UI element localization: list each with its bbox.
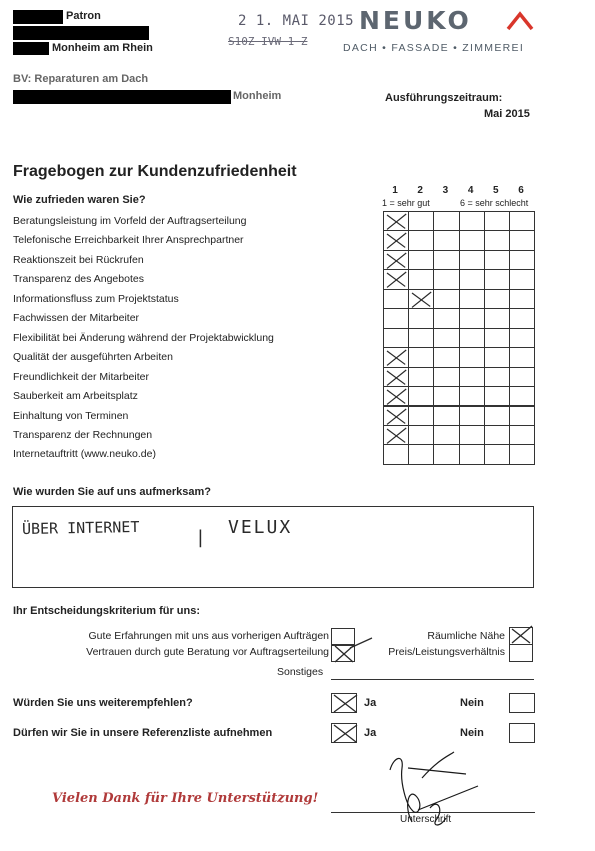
attention-answer-velux: VELUX [228, 517, 293, 538]
rating-cell[interactable] [459, 269, 485, 289]
rating-cell[interactable] [408, 347, 434, 367]
rating-cell[interactable] [408, 425, 434, 445]
criteria-price-label: Preis/Leistungsverhältnis [388, 646, 505, 658]
rating-check-mark [384, 368, 409, 387]
rating-cell[interactable] [433, 269, 459, 289]
rating-cell[interactable] [383, 250, 409, 270]
question-label: Sauberkeit am Arbeitsplatz [13, 390, 138, 403]
rating-check-mark [384, 387, 409, 406]
struck-date-stamp: S10Z IVW 1 Z [228, 35, 308, 48]
rating-cell[interactable] [484, 289, 510, 309]
attention-answer-internet: ÜBER INTERNET [21, 517, 140, 539]
rating-cell[interactable] [484, 250, 510, 270]
question-label: Transparenz des Angebotes [13, 273, 144, 286]
rating-cell[interactable] [459, 367, 485, 387]
criteria-experience-label: Gute Erfahrungen mit uns aus vorherigen Aufträgen [88, 630, 329, 642]
execution-period-label: Ausführungszeitraum: [385, 92, 503, 104]
rating-cell[interactable] [408, 289, 434, 309]
question-label: Beratungsleistung im Vorfeld der Auftragserteilung [13, 215, 247, 227]
rating-cell[interactable] [459, 230, 485, 250]
question-label: Qualität der ausgeführten Arbeiten [13, 351, 173, 364]
question-label: Freundlichkeit der Mitarbeiter [13, 370, 149, 383]
logo-tagline: DACH • FASSADE • ZIMMEREI [343, 42, 525, 54]
recommend-no-label: Nein [460, 697, 484, 709]
question-label: Fachwissen der Mitarbeiter [13, 312, 140, 325]
rating-cell[interactable] [383, 211, 409, 231]
question-label: Internetauftritt (www.neuko.de) [13, 448, 156, 461]
rating-column-number: 2 [417, 185, 423, 196]
rating-cell[interactable] [433, 386, 459, 406]
rating-cell[interactable] [509, 250, 535, 270]
criteria-proximity-checkbox[interactable] [509, 627, 533, 645]
scale-legend-worst: 6 = sehr schlecht [460, 198, 529, 208]
rating-cell[interactable] [433, 367, 459, 387]
received-date-stamp: 2 1. MAI 2015 [238, 13, 355, 29]
rating-cell[interactable] [383, 386, 409, 406]
reference-yes-label: Ja [364, 727, 377, 739]
rating-cell[interactable] [509, 308, 535, 328]
rating-cell[interactable] [459, 289, 485, 309]
recommend-question: Würden Sie uns weiterempfehlen? [13, 697, 193, 709]
criteria-advice-checkbox[interactable] [331, 644, 355, 662]
rating-cell[interactable] [408, 269, 434, 289]
rating-check-mark [384, 348, 409, 367]
reference-question: Dürfen wir Sie in unsere Referenzliste aufnehmen [13, 727, 273, 739]
rating-cell[interactable] [408, 367, 434, 387]
rating-cell[interactable] [433, 347, 459, 367]
rating-check-mark [384, 251, 409, 270]
rating-cell[interactable] [484, 367, 510, 387]
rating-check-mark [409, 290, 434, 309]
recommend-yes-checkbox[interactable] [331, 693, 357, 713]
rating-cell[interactable] [383, 269, 409, 289]
rating-cell[interactable] [484, 308, 510, 328]
rating-column-number: 5 [493, 185, 499, 196]
project-city: Monheim [233, 90, 282, 102]
question-label: Reaktionszeit bei Rückrufen [13, 253, 144, 266]
rating-cell[interactable] [459, 406, 485, 426]
rating-cell[interactable] [509, 425, 535, 445]
recommend-yes-label: Ja [364, 697, 377, 709]
question-label: Transparenz der Rechnungen [13, 428, 153, 441]
neuko-logo [343, 6, 545, 56]
rating-cell[interactable] [509, 386, 535, 406]
reference-no-label: Nein [460, 727, 484, 739]
thank-you-note: Vielen Dank für Ihre Unterstützung! [52, 791, 319, 806]
rating-cell[interactable] [433, 230, 459, 250]
rating-cell[interactable] [484, 406, 510, 426]
rating-column-number: 4 [467, 185, 474, 196]
rating-cell[interactable] [509, 230, 535, 250]
rating-column-number: 3 [442, 185, 449, 196]
scale-legend-best: 1 = sehr gut [382, 198, 430, 208]
rating-cell[interactable] [459, 444, 485, 464]
rating-cell[interactable] [484, 230, 510, 250]
rating-cell[interactable] [433, 406, 459, 426]
address-city: Monheim am Rhein [52, 42, 153, 54]
rating-cell[interactable] [383, 289, 409, 309]
rating-column-number: 1 [392, 185, 398, 196]
rating-cell[interactable] [383, 328, 409, 348]
rating-cell[interactable] [484, 444, 510, 464]
rating-cell[interactable] [433, 425, 459, 445]
signature-label: Unterschrift [400, 814, 452, 825]
rating-cell[interactable] [408, 308, 434, 328]
rating-cell[interactable] [383, 444, 409, 464]
rating-cell[interactable] [459, 250, 485, 270]
rating-cell[interactable] [484, 211, 510, 231]
rating-check-mark [384, 426, 409, 445]
rating-cell[interactable] [509, 328, 535, 348]
redacted-postcode [13, 42, 49, 55]
rating-cell[interactable] [408, 406, 434, 426]
rating-cell[interactable] [383, 367, 409, 387]
rating-cell[interactable] [509, 406, 535, 426]
rating-cell[interactable] [484, 386, 510, 406]
rating-cell[interactable] [509, 269, 535, 289]
rating-cell[interactable] [383, 230, 409, 250]
rating-check-mark [384, 231, 409, 250]
rating-cell[interactable] [459, 308, 485, 328]
reference-no-checkbox[interactable] [509, 723, 535, 743]
rating-cell[interactable] [459, 211, 485, 231]
rating-cell[interactable] [459, 347, 485, 367]
criteria-other-label: Sonstiges [277, 666, 324, 678]
rating-cell[interactable] [408, 328, 434, 348]
redacted-street [13, 26, 149, 40]
rating-cell[interactable] [433, 211, 459, 231]
question-label: Informationsfluss zum Projektstatus [13, 292, 179, 305]
execution-period-value: Mai 2015 [484, 108, 530, 120]
attention-heading: Wie wurden Sie auf uns aufmerksam? [13, 486, 211, 498]
recommend-no-checkbox[interactable] [509, 693, 535, 713]
rating-cell[interactable] [509, 347, 535, 367]
question-label: Flexibilität bei Änderung während der Projektabwicklung [13, 331, 274, 344]
rating-cell[interactable] [408, 250, 434, 270]
redacted-project-address [13, 90, 231, 104]
criteria-heading: Ihr Entscheidungskriterium für uns: [13, 605, 201, 617]
handwritten-signature [378, 748, 498, 838]
address-line-1: Patron [66, 10, 101, 22]
question-label: Telefonische Erreichbarkeit Ihrer Ansprechpartner [13, 234, 244, 247]
rating-cell[interactable] [459, 425, 485, 445]
rating-cell[interactable] [509, 211, 535, 231]
satisfaction-heading: Wie zufrieden waren Sie? [13, 194, 146, 206]
roof-icon [505, 9, 535, 31]
rating-cell[interactable] [433, 444, 459, 464]
rating-cell[interactable] [484, 425, 510, 445]
question-label: Einhaltung von Terminen [13, 409, 129, 422]
criteria-advice-label: Vertrauen durch gute Beratung vor Auftragserteilung [86, 646, 329, 658]
criteria-other-line[interactable] [331, 679, 534, 680]
criteria-proximity-label: Räumliche Nähe [427, 630, 505, 642]
rating-cell[interactable] [383, 406, 409, 426]
rating-cell[interactable] [509, 367, 535, 387]
rating-cell[interactable] [408, 230, 434, 250]
logo-wordmark: NEUKO [359, 6, 472, 35]
criteria-price-checkbox[interactable] [509, 644, 533, 662]
rating-check-mark [384, 270, 409, 289]
rating-cell[interactable] [383, 308, 409, 328]
rating-check-mark [384, 407, 409, 426]
rating-cell[interactable] [433, 308, 459, 328]
rating-cell[interactable] [484, 347, 510, 367]
reference-yes-checkbox[interactable] [331, 723, 357, 743]
rating-cell[interactable] [459, 328, 485, 348]
construction-project-label: BV: Reparaturen am Dach [13, 73, 149, 85]
attention-answer-separator: | [195, 527, 206, 548]
rating-check-mark [384, 212, 409, 231]
rating-cell[interactable] [433, 328, 459, 348]
attention-answer-box[interactable] [12, 506, 534, 588]
rating-cell[interactable] [408, 386, 434, 406]
rating-cell[interactable] [459, 386, 485, 406]
rating-cell[interactable] [433, 289, 459, 309]
rating-cell[interactable] [408, 444, 434, 464]
redacted-name [13, 10, 63, 24]
rating-cell[interactable] [383, 347, 409, 367]
rating-cell[interactable] [383, 425, 409, 445]
rating-cell[interactable] [433, 250, 459, 270]
rating-cell[interactable] [484, 269, 510, 289]
rating-cell[interactable] [509, 289, 535, 309]
survey-title: Fragebogen zur Kundenzufriedenheit [13, 163, 297, 180]
rating-cell[interactable] [509, 444, 535, 464]
rating-column-number: 6 [518, 185, 524, 196]
rating-cell[interactable] [408, 211, 434, 231]
rating-cell[interactable] [484, 328, 510, 348]
